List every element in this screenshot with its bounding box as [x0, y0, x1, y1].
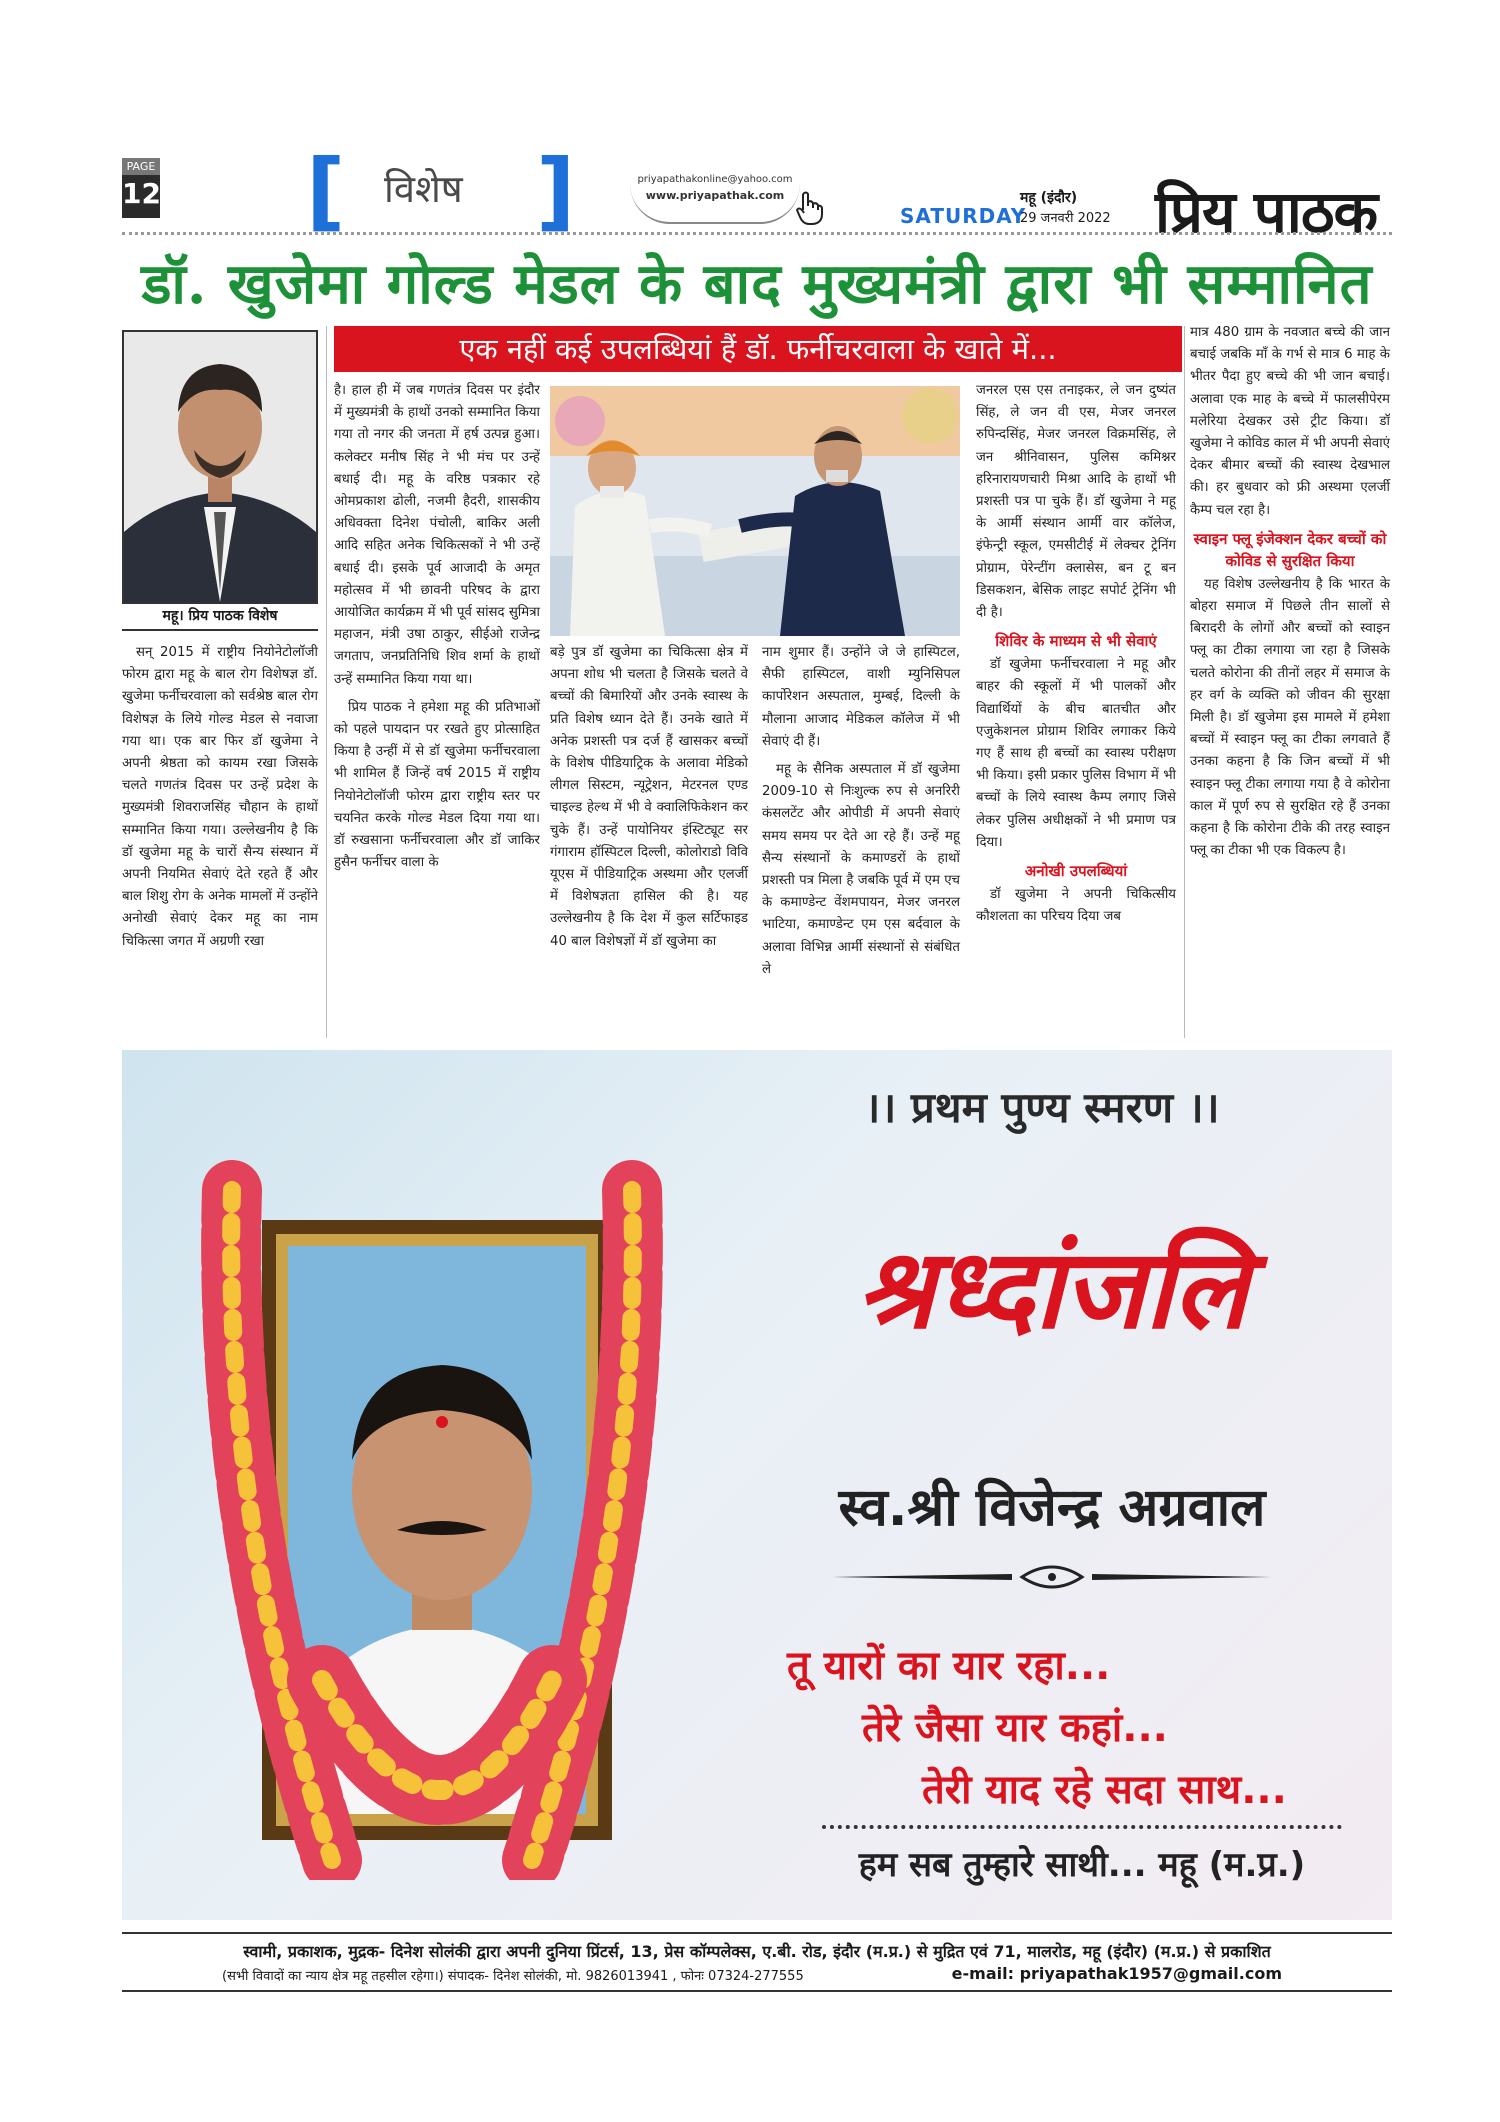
page-label: PAGE [122, 158, 160, 175]
garlanded-portrait [192, 1160, 672, 1880]
section-label: विशेष [384, 167, 463, 211]
header-divider [122, 232, 1392, 235]
paragraph: जनरल एस एस तनाइकर, ले जन दुष्यंत सिंह, ले जन वी एस, मेजर जनरल रुपिन्दसिंह, मेजर जनरल विक्रमसिंह, ले जन श्रीनिवासन, पुलिस कमिश्नर हरिनारायणचारी मिश्रा आदि के हाथों भी प्रशस्ती पत्र पा चुके हैं। डॉ खुजेमा ने महू के आर्मी संस्थान आर्मी वार कॉलेज, इंफेन्ट्री स्कूल, एमसीटीई में लेक्चर ट्रेनिंग प्रोग्राम, पेरेन्टींग क्लासेस, बन टू बन डिसकशन, बेसिक लाइट सपोर्ट ट्रेनिंग भी दी है। [976, 383, 1176, 621]
footer-rule-bottom [122, 1990, 1392, 1992]
paragraph: डॉ खुजेमा फर्नीचरवाला ने महू और बाहर की स्कूलों में भी पालकों और विद्यार्थियों के बीच बातचीत और एजुकेशनल प्रोग्राम शिविर लगाकर किये गए हैं साथ ही बच्चों का स्वास्थ परीक्षण भी किया। इसी प्रकार पुलिस विभाग में भी बच्चों के लिये स्वास्थ कैम्प लगाए जिसे लेकर पुलिस अधीक्षकों ने भी प्रमाण पत्र दिया। [976, 657, 1176, 850]
date: 29 जनवरी 2022 [1020, 211, 1111, 226]
article-column-3 [550, 642, 748, 959]
website-link[interactable]: www.priyapathak.com [645, 189, 785, 202]
award-ceremony-photo [550, 386, 960, 636]
doctor-portrait [122, 330, 318, 604]
paragraph: नाम शुमार हैं। उन्होंने जे जे हास्पिटल, सैफी हास्पिटल, वाशी म्युनिसिपल कार्पोरेशन अस्पताल, मुम्बई, दिल्ली के मौलाना आजाद मेडिकल कॉलेज में भी सेवाएं दी हैं। [762, 645, 960, 749]
main-headline: डॉ. खुजेमा गोल्ड मेडल के बाद मुख्यमंत्री द्वारा भी सम्मानित [141, 251, 1373, 317]
verse-line-3: तेरी याद रहे सदा साथ... [922, 1767, 1287, 1813]
section-bracket-close: ] [536, 141, 576, 241]
ornament-divider-icon [812, 1562, 1292, 1592]
footer-rule-top [122, 1932, 1392, 1934]
place: महू (इंदौर) [1020, 190, 1078, 206]
ad-signoff: हम सब तुम्हारे साथी... महू (म.प्र.) [858, 1845, 1306, 1885]
memorial-name: स्व.श्री विजेन्द्र अग्रवाल [838, 1478, 1266, 1538]
page-number: 12 [122, 177, 161, 210]
pointing-hand-icon [795, 190, 825, 234]
article-column-5 [976, 380, 1176, 934]
imprint-line: स्वामी, प्रकाशक, मुद्रक- दिनेश सोलंकी द्वारा अपनी दुनिया प्रिंटर्स, 13, प्रेस कॉम्पलेक्स, ए.बी. रोड, इंदौर (म.प्र.) से मुद्रित एवं 71, मालरोड, महू (इंदौर) (म.प्र.) से प्रकाशित [243, 1942, 1271, 1961]
memorial-title: ।। प्रथम पुण्य स्मरण ।। [864, 1083, 1220, 1132]
weekday: SATURDAY [900, 204, 1027, 228]
section-bracket-open: [ [306, 141, 346, 241]
paragraph: है। हाल ही में जब गणतंत्र दिवस पर इंदौर में मुख्यमंत्री के हाथों उनको सम्मानित किया गया तो नगर की जनता में हर्ष उत्पन्न हुआ। कलेक्टर मनीष सिंह ने भी मंच पर उन्हें बधाई दी। महू के वरिष्ठ पत्रकार रहे ओमप्रकाश ढोली, नजमी हैदरी, शासकीय अधिवक्ता दिनेश पंचोली, बाकिर अली आदि सहित अनेक चिकित्सकों ने भी उन्हें बधाई दी। इसके पूर्व आजादी के अमृत महोत्सव में भी छावनी परिषद के द्वारा आयोजित कार्यक्रम में भी पूर्व सांसद सुमित्रा महाजन, मंत्री उषा ठाकुर, सीईओ राजेन्द्र जगताप, जनप्रतिनिधि शिव शर्मा के हाथों उन्हें सम्मानित किया गया था। [334, 383, 540, 687]
ad-dotted-divider [822, 1825, 1342, 1829]
paragraph: सन् 2015 में राष्ट्रीय नियोनेटोलॉजी फोरम द्वारा महू के बाल रोग विशेषज्ञ डॉ. खुजेमा फर्नीचरवाला को सर्वश्रेष्ठ बाल रोग विशेषज्ञ के लिये गोल्ड मेडल से नवाजा गया था। एक बार फिर डॉ खुजेमा ने अपनी श्रेष्ठता को कायम रखा जिसके चलते गणतंत्र दिवस पर उन्हें प्रदेश के मुख्यमंत्री शिवराजसिंह चौहान के हाथों सम्मानित किया गया। उल्लेखनीय है कि डॉ खुजेमा महू के चारों सैन्य संस्थान में अपनी नियमित सेवाएं देते रहते हैं और बाल शिशु रोग के अनेक मामलों में उन्होंने अनोखी सेवाएं देकर महू का नाम चिकित्सा जगत में अग्रणी रखा [122, 645, 318, 949]
section-subheading: अनोखी उपलब्धियां [1024, 862, 1128, 881]
section-subheading: शिविर के माध्यम से भी सेवाएं [995, 632, 1157, 651]
photo-caption: महू। प्रिय पाठक विशेष [122, 606, 318, 631]
paragraph: बड़े पुत्र डॉ खुजेमा का चिकित्सा क्षेत्र में अपना शोध भी चलता है जिसके चलते वे बच्चों की बिमारियों और उनके स्वास्थ के प्रति विशेष ध्यान देते हैं। उनके खाते में अनेक प्रशस्ती पत्र दर्ज हैं खासकर बच्चों के विशेष पीडियाट्रिक के अलावा मेडिको लीगल सिस्टम, न्यूट्रेशन, मेटरनल एण्ड चाइल्ड हेल्थ में भी वे क्वालिफिकेशन कर चुके हैं। उन्हें पायोनियर इंस्टिट्यूट सर गंगाराम हॉस्पिटल दिल्ली, कोलोराडो विवि यूएस में पीडियाट्रिक अस्थमा और एलर्जी में विशेषज्ञता हासिल की है। यह उल्लेखनीय है कि देश में कुल सर्टिफाइड 40 बाल विशेषज्ञों में डॉ खुजेमा का [550, 645, 748, 949]
section-subheading: स्वाइन फ्लू इंजेक्शन देकर बच्चों को कोविड से सुरक्षित किया [1193, 529, 1387, 570]
email-text: priyapathakonline@yahoo.com [637, 174, 793, 185]
paragraph: मात्र 480 ग्राम के नवजात बच्चे की जान बचाई जबकि माँ के गर्भ से मात्र 6 माह के भीतर पैदा हुए बच्चे की भी जान बचाई। अलावा एक माह के बच्चे में फालसीपेरम मलेरिया देखकर उसे ट्रीट किया। डॉ खुजेमा ने कोविड काल में भी अपनी सेवाएं देकर बीमार बच्चों की स्वास्थ देखभाल की। हर बुधवार को फ्री अस्थमा एलर्जी कैम्प चल रहा है। [1190, 325, 1390, 518]
tribute-heading: श्रध्दांजलि [856, 1224, 1248, 1353]
verse-line-1: तू यारों का यार रहा... [787, 1643, 1111, 1689]
editor-info: (सभी विवादों का न्याय क्षेत्र महू तहसील रहेगा।) संपादक- दिनेश सोलंकी, मो. 9826013941 , फोनः 07324-277555 [222, 1969, 804, 1984]
email-link[interactable]: e-mail: priyapathak1957@gmail.com [951, 1964, 1282, 1983]
editor-line [122, 1966, 1392, 1984]
paragraph: महू के सैनिक अस्पताल में डॉ खुजेमा 2009-10 से निःशुल्क रुप से अनरिरी कंसलटेंट और ओपीडी में अपनी सेवाएं समय समय पर देते आ रहे हैं। उन्हें महू सैन्य संस्थानों के कमाण्डरों के हाथों प्रशस्ती पत्र मिला है जबकि पूर्व में एम एच के कमाण्डेन्ट वेंशमपायन, मेजर जनरल भाटिया, कमाण्डेन्ट एम एस बर्दवाल के अलावा विभिन्न आर्मी संस्थानों से संबंधित ले [762, 762, 960, 977]
column-divider [1184, 326, 1185, 1038]
masthead-logo[interactable]: प्रिय पाठक [1155, 178, 1378, 246]
verse-line-2: तेरे जैसा यार कहां... [862, 1705, 1168, 1751]
contact-box [630, 166, 800, 224]
paragraph: प्रिय पाठक ने हमेशा महू की प्रतिभाओं को पहले पायदान पर रखते हुए प्रोत्साहित किया है उन्हीं में से डॉ खुजेमा फर्नीचरवाला भी शामिल हैं जिन्हें वर्ष 2015 में राष्ट्रीय नियोनेटोलॉजी फोरम द्वारा राष्ट्रीय स्तर पर चयनित करके गोल्ड मेडल दिया गया था। डॉ रुखसाना फर्नीचरवाला और डॉ जाकिर हुसैन फर्नीचर वाला के [334, 699, 540, 871]
article-column-1 [122, 642, 318, 959]
memorial-advertisement [122, 1050, 1392, 1920]
article-column-6 [1190, 322, 1390, 868]
column-divider [326, 326, 327, 1038]
article-column-4 [762, 642, 960, 987]
paragraph: यह विशेष उल्लेखनीय है कि भारत के बोहरा समाज में पिछले तीन सालों से बिरादरी के लोगों और बच्चों को स्वाइन फ्लू का टीका लगाया जा रहा है जिसके चलते कोरोना की तीनों लहर में समाज के हर वर्ग के व्यक्ति को जीवन की सुरक्षा मिली है। डॉ खुजेमा इस मामले में हमेशा बच्चों में स्वाइन फ्लू का टीका लगवाते हैं उनका कहना है कि जिन बच्चों में भी स्वाइन फ्लू टीका लगाया गया है वे कोरोना काल में पूर्ण रुप से सुरक्षित रहे हैं उनका कहना है कि कोरोना टीके की तरह स्वाइन फ्लू का टीका भी एक विकल्प है। [1190, 576, 1390, 859]
article-column-2 [334, 380, 540, 880]
paragraph: डॉ खुजेमा ने अपनी चिकित्सीय कौशलता का परिचय दिया जब [976, 887, 1176, 925]
page-number-badge [122, 158, 160, 218]
sub-headline: एक नहीं कई उपलब्धियां हैं डॉ. फर्नीचरवाला के खाते में... [334, 326, 1182, 372]
